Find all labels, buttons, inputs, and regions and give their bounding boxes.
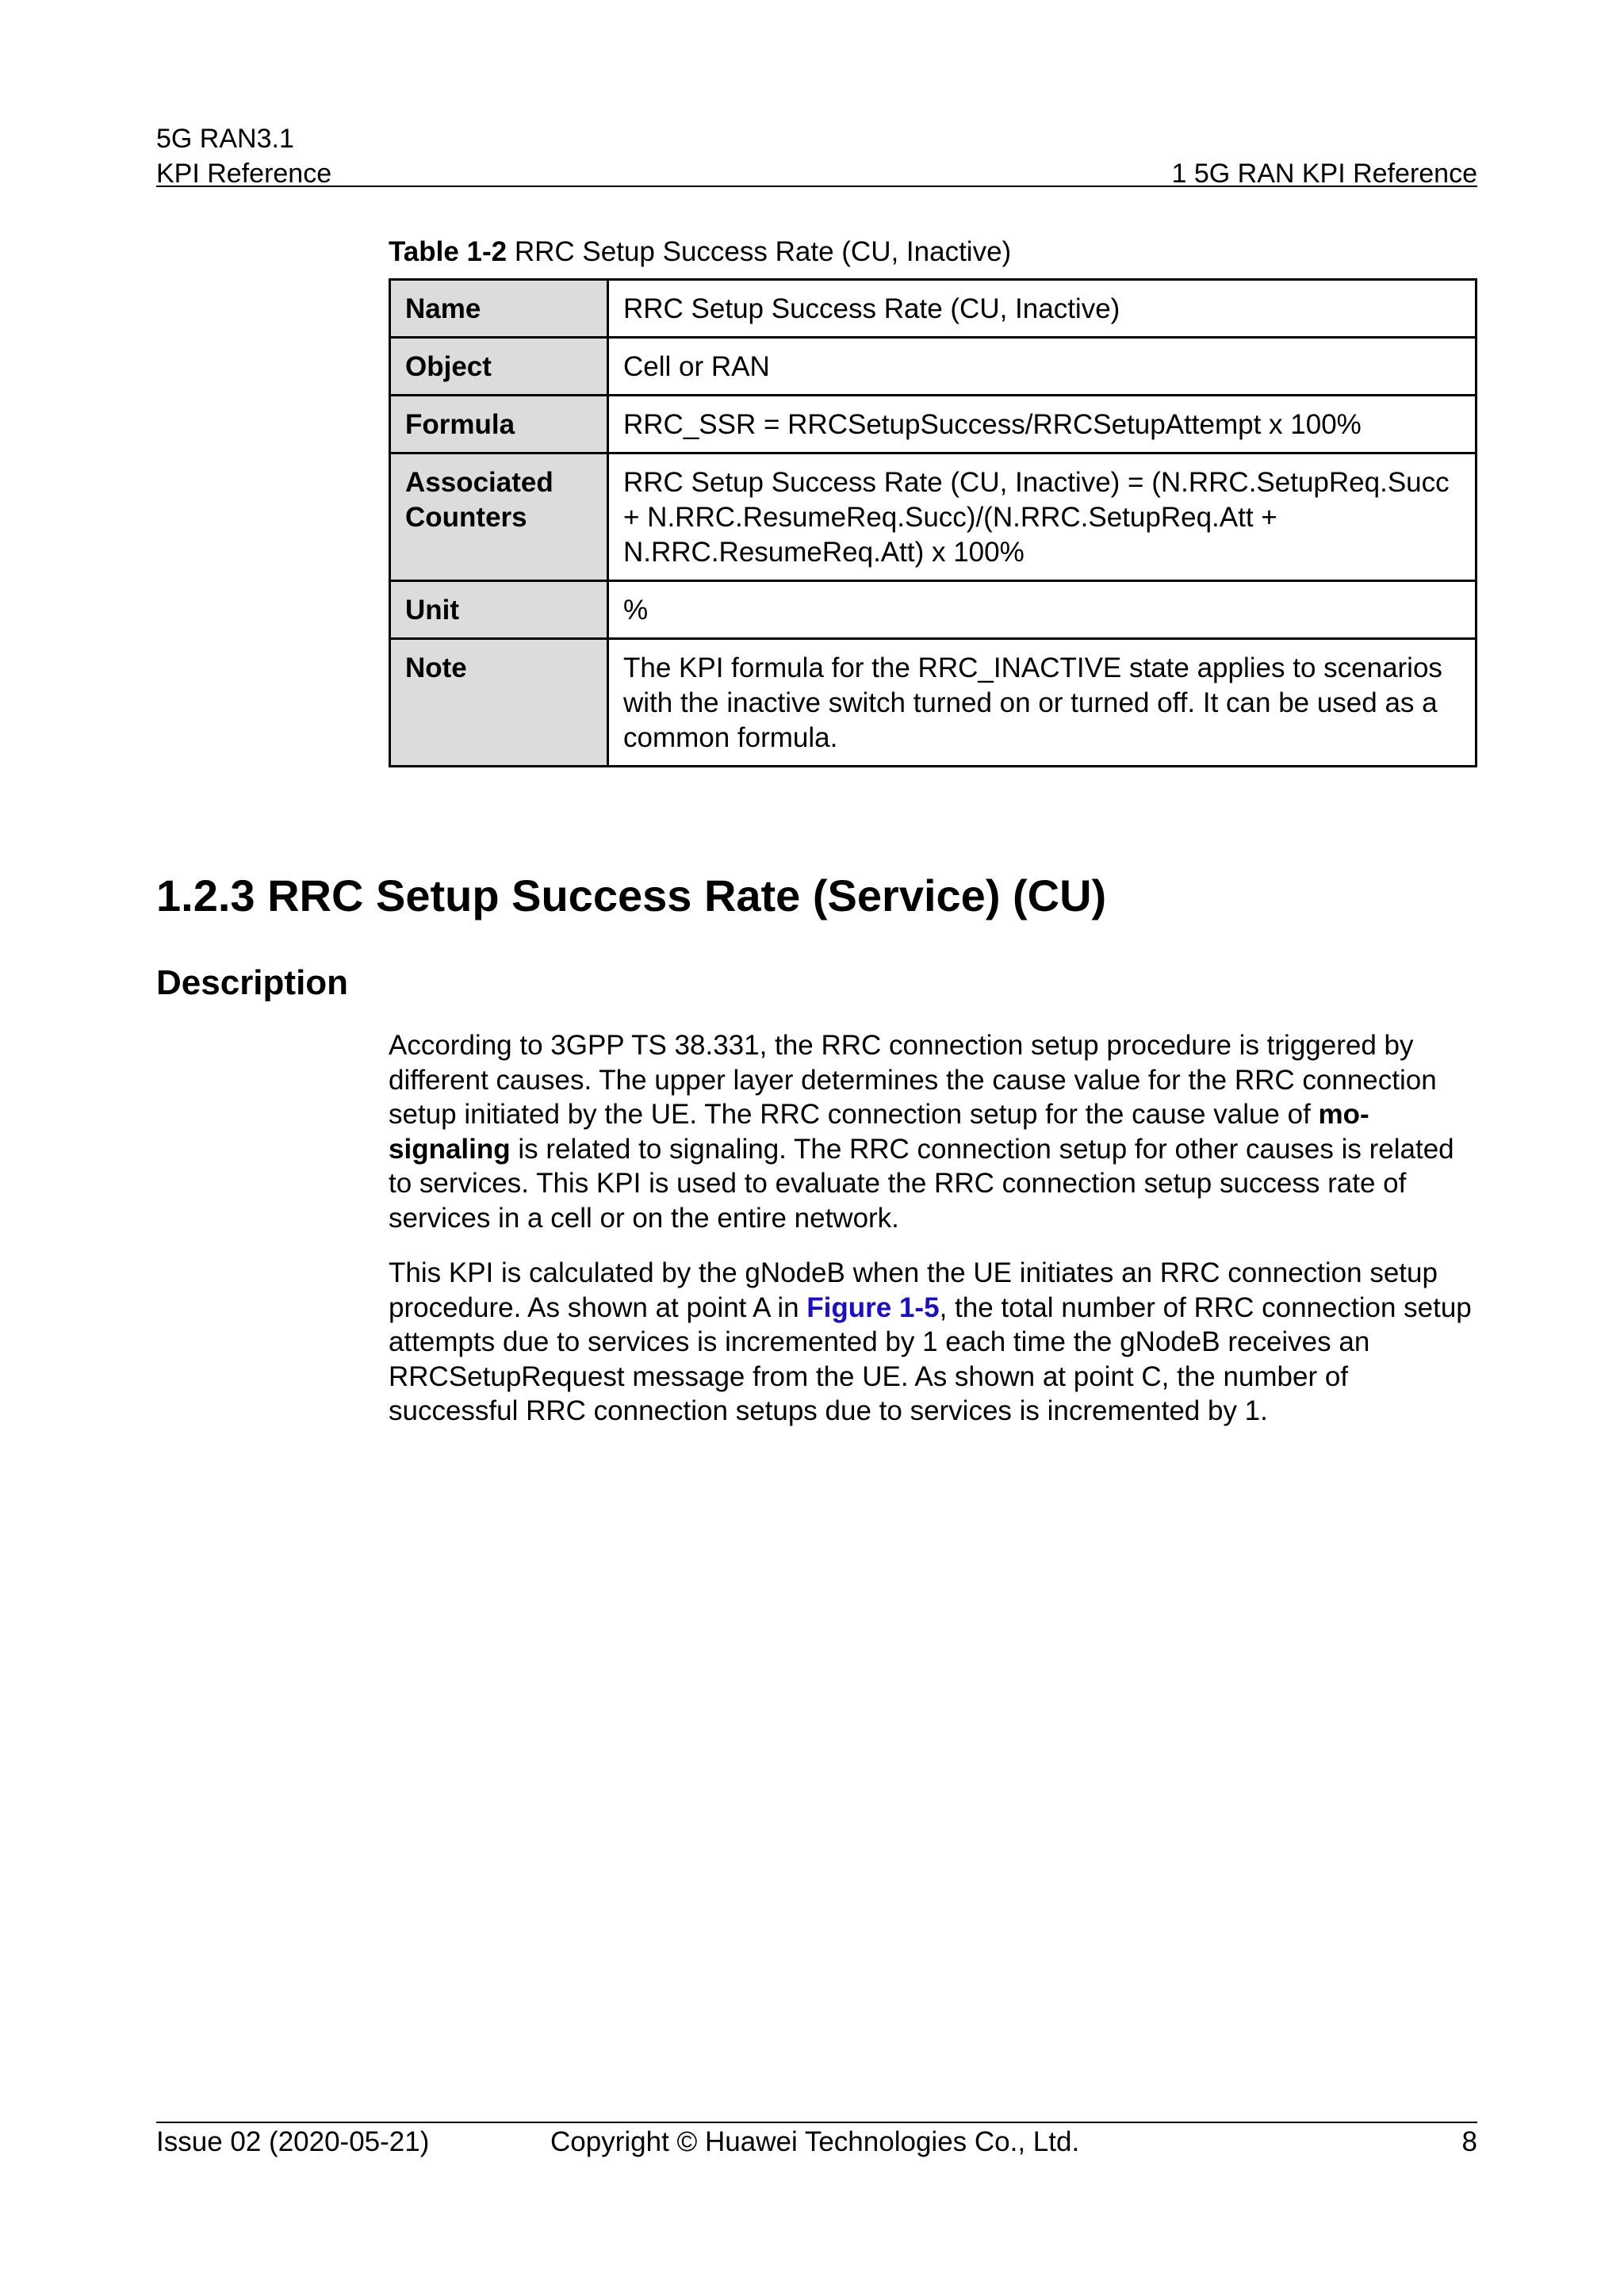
p2-text-before: This KPI is calculated by the gNodeB when the UE initiates an RRC connection setup procedure. As shown at point A in [389,1257,1438,1323]
section-heading: 1.2.3 RRC Setup Success Rate (Service) (CU) [156,871,1107,920]
p1-text-after: is related to signaling. The RRC connection setup for other causes is related to services. This KPI is used to evaluate the RRC connection setup success rate of services in a cell or on the entire network. [389,1133,1454,1234]
table-row [390,396,1477,453]
figure-cross-reference-link[interactable]: Figure 1-5 [806,1292,940,1323]
row-label: Unit [390,581,608,639]
footer-page-number: 8 [1461,2126,1477,2157]
row-value: The KPI formula for the RRC_INACTIVE state applies to scenarios with the inactive switch turned on or turned off. It can be used as a common formula. [608,639,1477,767]
row-value: Cell or RAN [608,338,1477,396]
p1-text-before: According to 3GPP TS 38.331, the RRC connection setup procedure is triggered by different causes. The upper layer determines the cause value for the RRC connection setup initiated by the UE. The RRC connection setup for the cause value of [389,1030,1437,1131]
row-label: Formula [390,396,608,453]
header-chapter: 1 5G RAN KPI Reference [1171,159,1477,189]
header-product: 5G RAN3.1 [156,124,294,154]
table-row [390,639,1477,767]
table-caption [389,235,1011,270]
row-label: Name [390,280,608,338]
row-label: Object [390,338,608,396]
row-value: % [608,581,1477,639]
table-row [390,581,1477,639]
footer-divider [156,2122,1477,2123]
p1-bold-term: mo-signaling [389,1099,1369,1165]
footer-issue: Issue 02 (2020-05-21) [156,2126,430,2157]
row-label: Note [390,639,608,767]
header-divider [156,186,1477,187]
row-label: Associated Counters [390,453,608,581]
description-heading: Description [156,963,349,1002]
row-value: RRC_SSR = RRCSetupSuccess/RRCSetupAttempt x 100% [608,396,1477,453]
table-caption-number: Table 1-2 [389,236,508,267]
table-row [390,280,1477,338]
row-value: RRC Setup Success Rate (CU, Inactive) = (N.RRC.SetupReq.Succ + N.RRC.ResumeReq.Succ)/(N.RRC.SetupReq.Att + N.RRC.ResumeReq.Att) x 100% [608,453,1477,581]
row-value: RRC Setup Success Rate (CU, Inactive) [608,280,1477,338]
header-doc-title: KPI Reference [156,159,332,189]
description-paragraph-1 [389,1028,1477,1236]
table-caption-title: RRC Setup Success Rate (CU, Inactive) [514,236,1012,267]
table-row [390,338,1477,396]
footer-copyright: Copyright © Huawei Technologies Co., Ltd. [550,2126,1080,2157]
table-row [390,453,1477,581]
description-paragraph-2 [389,1256,1477,1429]
running-header-left [156,121,331,191]
p2-text-after: , the total number of RRC connection setup attempts due to services is incremented by 1 each time the gNodeB receives an RRCSetupRequest message from the UE. As shown at point C, the number of successful RRC connection setups due to services is incremented by 1. [389,1292,1472,1427]
kpi-definition-table [389,278,1477,767]
